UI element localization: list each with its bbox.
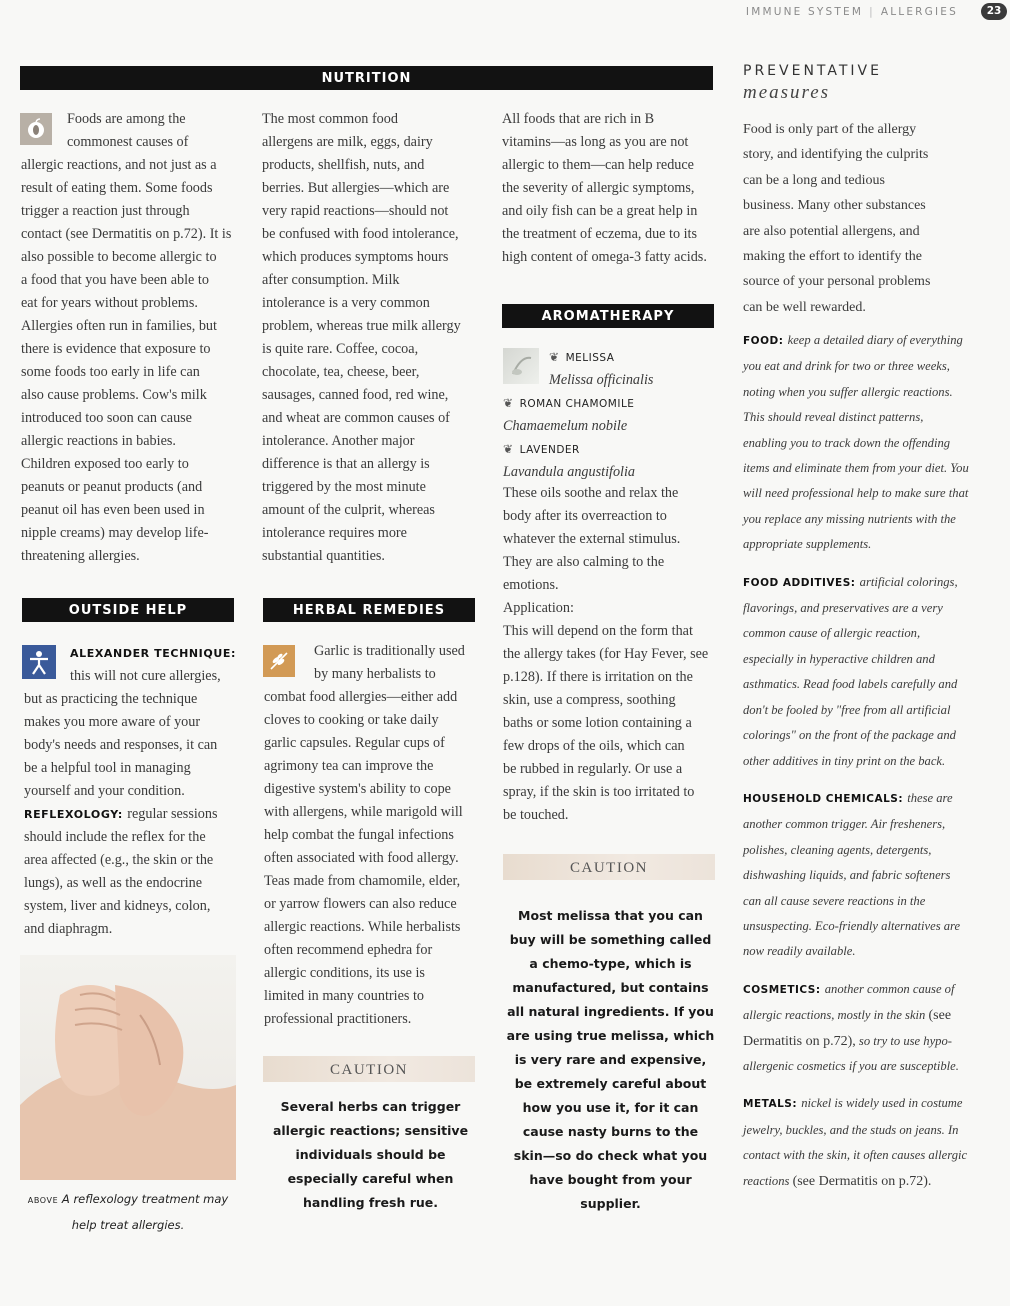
label-colon: : (230, 647, 236, 660)
nutrition-col2-line: intolerance requires more (262, 525, 407, 541)
aromatherapy-line: They are also calming to the (503, 554, 665, 570)
item-text: so try to use hypo-allergenic cosmetics if you are susceptible. (743, 1033, 959, 1073)
outside-help-heading: OUTSIDE HELP (22, 598, 234, 622)
aromatherapy-caution-box (503, 904, 718, 1216)
item-text: another common cause of allergic reactions, mostly in the skin (743, 981, 955, 1023)
label-colon: : (815, 983, 825, 996)
intro-line: are also potential allergens, and (743, 223, 920, 239)
nutrition-column-1 (21, 108, 236, 568)
caption-line-1-text: A reflexology treatment may (61, 1192, 229, 1206)
alexander-line: body's needs and responses, it can (24, 737, 218, 753)
intro-line: source of your personal problems (743, 274, 931, 290)
nutrition-col1-line: Children exposed too early to (21, 456, 189, 472)
intro-line: business. Many other substances (743, 198, 926, 214)
nutrition-col3-line: vitamins—as long as you are not (502, 134, 689, 150)
nutrition-col1-line: allergic reactions in babies. (21, 433, 176, 449)
leaf-icon: ❦ (503, 442, 514, 456)
oil-name-melissa (503, 346, 718, 369)
label-colon: : (898, 792, 908, 805)
nutrition-col1-line: eat for years without problems. (21, 295, 198, 311)
nutrition-col1-line: some foods too early in life can (21, 364, 200, 380)
item-label: METALS (743, 1098, 793, 1111)
preventative-item-metals (743, 1091, 969, 1194)
herbal-line: Garlic is traditionally used (314, 643, 465, 659)
nutrition-col2-line: difference is that an allergy is (262, 456, 430, 472)
oil-latin-lavender: Lavandula angustifolia (503, 464, 636, 480)
preventative-subtitle: measures (743, 82, 831, 103)
nutrition-col2-line: chocolate, tea, cheese, beer, (262, 364, 420, 380)
nutrition-col2-line: which produces symptoms hours (262, 249, 449, 265)
nutrition-col1-line: Allergies often run in families, but (21, 318, 217, 334)
herbal-remedies-body (264, 640, 479, 1031)
herbal-line: combat food allergies—either add (264, 689, 458, 705)
application-line: be rubbed in regularly. Or use a (503, 761, 683, 777)
nutrition-col2-line: be confused with food intolerance, (262, 226, 459, 242)
reflexology-line: system, liver and kidneys, colon, (24, 898, 211, 914)
aromatherapy-oils (503, 346, 718, 484)
caption-above-label: ABOVE (27, 1196, 59, 1205)
herbal-line: professional practitioners. (264, 1011, 412, 1027)
oil-name-roman-chamomile (503, 392, 718, 415)
nutrition-col1-line: there is evidence that exposure to (21, 341, 211, 357)
oil-latin-melissa: Melissa officinalis (549, 372, 654, 388)
caution-line: skin—so do check what you (513, 1148, 708, 1163)
herbal-line: agrimony tea can improve the (264, 758, 434, 774)
intro-line: Food is only part of the allergy (743, 122, 917, 137)
nutrition-col1-line: Foods are among the (67, 111, 186, 127)
herbal-line: garlic capsules. Regular cups of (264, 735, 445, 751)
caution-line: especially careful when (287, 1171, 454, 1186)
leaf-icon: ❦ (503, 396, 514, 410)
intro-line: story, and identifying the culprits (743, 147, 929, 163)
herbal-line: help combat the fungal infections (264, 827, 454, 843)
running-head-section: IMMUNE SYSTEM (745, 6, 864, 18)
nutrition-col1-line: also cause problems. Cow's milk (21, 387, 207, 403)
application-line: be touched. (503, 807, 569, 823)
alexander-line: yourself and your condition. (24, 783, 185, 799)
herbal-line: cloves to cooking or take daily (264, 712, 439, 728)
item-label: COSMETICS (743, 983, 816, 996)
item-text: these are another common trigger. Air fresheners, polishes, cleaning agents, detergents, dishwashing liquids, and fabric softeners can all cause severe reactions in the unsuspecting. Eco-friendly alternatives are now readily available. (743, 790, 961, 959)
preventative-item-food-additives (743, 570, 969, 774)
nutrition-col1-line: introduced too soon can cause (21, 410, 192, 426)
oil-name-text: MELISSA (565, 352, 615, 364)
item-text: artificial colorings, flavorings, and preservatives are a very common cause of allergic reaction, especially in hyperactive children and asthmatics. Read food labels carefully and don't be fooled by "free from all artificial colorings" on the front of the package and other additives in tiny print on the back. (743, 574, 958, 768)
aromatherapy-line: These oils soothe and relax the (503, 485, 679, 501)
herbal-line: Teas made from chamomile, elder, (264, 873, 461, 889)
herbal-remedies-heading: HERBAL REMEDIES (263, 598, 475, 622)
caution-line: Several herbs can trigger (280, 1099, 461, 1114)
nutrition-col2-line: sausages, canned food, red wine, (262, 387, 449, 403)
running-head-separator: | (869, 6, 875, 18)
hands-illustration (20, 955, 236, 1180)
aromatherapy-line: emotions. (503, 577, 559, 593)
nutrition-col1-line: a food that you have been able to (21, 272, 209, 288)
preventative-items (743, 328, 969, 1206)
caution-line: manufactured, but contains (512, 980, 709, 995)
reflexology-line: lungs), as well as the endocrine (24, 875, 203, 891)
nutrition-col1-line: also possible to become allergic to (21, 249, 217, 265)
nutrition-col2-line: is quite rare. Coffee, cocoa, (262, 341, 419, 357)
nutrition-col2-line: amount of the culprit, whereas (262, 502, 435, 518)
aromatherapy-line: body after its overreaction to (503, 508, 667, 524)
nutrition-col1-line: peanuts or peanut products (and (21, 479, 203, 495)
caution-line: be extremely careful about (514, 1076, 707, 1091)
nutrition-col3-line: and oily fish can be a great help in (502, 203, 698, 219)
herbal-line: with allergens, while marigold will (264, 804, 463, 820)
herbal-line: allergic reactions. While herbalists (264, 919, 461, 935)
intro-line: making the effort to identify the (743, 249, 922, 265)
nutrition-col1-line: threatening allergies. (21, 548, 140, 564)
nutrition-col2-line: products, shellfish, nuts, and (262, 157, 425, 173)
caution-line: have bought from your (529, 1172, 692, 1187)
aromatherapy-heading: AROMATHERAPY (502, 304, 714, 328)
herbal-line: digestive system's ability to cope (264, 781, 451, 797)
application-line: baths or some lotion containing a (503, 715, 692, 731)
intro-line: can be well rewarded. (743, 299, 866, 315)
alexander-line: makes you more aware of your (24, 714, 201, 730)
nutrition-col2-line: triggered by the most minute (262, 479, 426, 495)
item-text: nickel is widely used in costume jewelry, buckles, and the studs on jeans. In contact with the skin, it often causes allergic reactions (743, 1096, 968, 1188)
running-head (746, 6, 958, 18)
alexander-line: this will not cure allergies, (70, 668, 221, 684)
application-label: Application: (503, 600, 574, 616)
caution-line: cause nasty burns to the (522, 1124, 699, 1139)
item-label: FOOD (743, 335, 779, 347)
item-label: HOUSEHOLD CHEMICALS (743, 792, 899, 805)
nutrition-heading: NUTRITION (20, 66, 713, 90)
nutrition-column-3 (502, 108, 717, 269)
nutrition-col2-line: berries. But allergies—which are (262, 180, 450, 196)
alexander-line: but as practicing the technique (24, 691, 198, 707)
herbal-line: by many herbalists to (314, 666, 436, 682)
application-line: skin, use a compress, soothing (503, 692, 676, 708)
nutrition-col2-line: and wheat are common causes of (262, 410, 450, 426)
item-reference: (see Dermatitis on p.72), (743, 1008, 952, 1049)
running-head-topic: ALLERGIES (880, 6, 958, 18)
application-line: p.128). If there is irritation on the (503, 669, 693, 685)
caution-line: all natural ingredients. If you (507, 1004, 714, 1019)
photo-caption-line-2: help treat allergies. (71, 1218, 185, 1232)
nutrition-col2-line: allergens are milk, eggs, dairy (262, 134, 433, 150)
application-line: This will depend on the form that (503, 623, 693, 639)
herbal-line: allergic conditions, its use is (264, 965, 425, 981)
alexander-first-line (24, 642, 239, 665)
preventative-item-cosmetics (743, 977, 969, 1080)
caution-line: individuals should be (295, 1147, 446, 1162)
herbal-line: limited in many countries to (264, 988, 424, 1004)
label-colon: : (850, 576, 860, 589)
nutrition-col3-line: the severity of allergic symptoms, (502, 180, 695, 196)
label-colon: : (792, 1098, 802, 1111)
herbal-line: often associated with food allergy. (264, 850, 459, 866)
reflexology-first-text: regular sessions (127, 806, 218, 822)
nutrition-col2-line: The most common food (262, 111, 398, 127)
nutrition-col1-line: allergic reactions, and not just as a (21, 157, 217, 173)
nutrition-col1-line: trigger a reaction just through (21, 203, 190, 219)
label-colon: : (778, 335, 788, 347)
nutrition-col2-line: after consumption. Milk (262, 272, 400, 288)
nutrition-col2-line: intolerance is a very common (262, 295, 430, 311)
nutrition-col3-line: All foods that are rich in B (502, 111, 655, 127)
aromatherapy-caution-heading: CAUTION (503, 854, 715, 880)
caution-line: buy will be something called (509, 932, 712, 947)
caution-line: supplier. (580, 1196, 641, 1211)
herbal-line: or yarrow flowers can also reduce (264, 896, 457, 912)
intro-line: can be a long and tedious (743, 172, 885, 188)
application-line: the allergy takes (for Hay Fever, see (503, 646, 709, 662)
reflexology-photo (20, 955, 236, 1180)
caution-line: are using true melissa, which (506, 1028, 715, 1043)
nutrition-col1-line: commonest causes of (67, 134, 189, 150)
caution-line: how you use it, for it can (522, 1100, 699, 1115)
caution-line: handling fresh rue. (302, 1195, 438, 1210)
oil-latin-roman-chamomile: Chamaemelum nobile (503, 418, 628, 434)
herbal-caution-heading: CAUTION (263, 1056, 475, 1082)
caution-line: allergic reactions; sensitive (272, 1123, 469, 1138)
oil-name-text: ROMAN CHAMOMILE (519, 398, 635, 410)
photo-caption (20, 1187, 236, 1237)
photo-caption-line-1 (20, 1187, 236, 1213)
alexander-line: be a helpful tool in managing (24, 760, 191, 776)
nutrition-col1-line: result of eating them. Some foods (21, 180, 213, 196)
caution-line: a chemo-type, which is (529, 956, 692, 971)
nutrition-col2-line: intolerance. Another major (262, 433, 415, 449)
alexander-technique-label: ALEXANDER TECHNIQUE (70, 647, 231, 660)
application-line: spray, if the skin is too irritated to (503, 784, 695, 800)
nutrition-col1-line: nipple creams) may develop life- (21, 525, 209, 541)
reflexology-label: REFLEXOLOGY (24, 808, 118, 821)
aromatherapy-line: whatever the external stimulus. (503, 531, 681, 547)
nutrition-col1-line: peanut oil has even been used in (21, 502, 205, 518)
nutrition-column-2 (262, 108, 477, 568)
aromatherapy-body (503, 482, 718, 827)
nutrition-col2-line: problem, whereas true milk allergy (262, 318, 461, 334)
application-line: few drops of the oils, which can (503, 738, 685, 754)
nutrition-col3-line: high content of omega-3 fatty acids. (502, 249, 707, 265)
oil-name-lavender (503, 438, 718, 461)
reflexology-first-line (24, 803, 239, 826)
nutrition-col2-line: very rapid reactions—should not (262, 203, 449, 219)
preventative-intro (743, 117, 983, 320)
reflexology-line: should include the reflex for the (24, 829, 206, 845)
nutrition-col2-line: substantial quantities. (262, 548, 385, 564)
oil-name-text: LAVENDER (519, 444, 580, 456)
herbal-line: often recommend ephedra for (264, 942, 433, 958)
item-text: keep a detailed diary of everything you eat and drink for two or three weeks, noting when you suffer allergic reactions. This should reveal distinct patterns, enabling you to track down the offending items and eliminate them from your diet. You will need professional help to make sure that you replace any missing nutrients with the appropriate supplements. (743, 333, 969, 552)
label-colon: : (117, 808, 128, 821)
nutrition-col1-line: contact (see Dermatitis on p.72). It is (21, 226, 232, 242)
reflexology-line: and diaphragm. (24, 921, 113, 937)
preventative-title: PREVENTATIVE (743, 63, 882, 79)
herbal-caution-box (263, 1095, 478, 1215)
preventative-item-food (743, 328, 969, 558)
caution-line: is very rare and expensive, (514, 1052, 707, 1067)
caution-line: Most melissa that you can (518, 908, 703, 923)
leaf-icon: ❦ (549, 350, 560, 364)
preventative-item-household-chemicals (743, 786, 969, 965)
nutrition-col3-line: the treatment of eczema, due to its (502, 226, 697, 242)
item-label: FOOD ADDITIVES (743, 576, 851, 589)
item-reference: (see Dermatitis on p.72). (792, 1173, 932, 1189)
reflexology-line: area affected (e.g., the skin or the (24, 852, 214, 868)
outside-help-body (24, 642, 239, 941)
page-number: 23 (981, 3, 1007, 20)
nutrition-col3-line: allergic to them—can help reduce (502, 157, 694, 173)
